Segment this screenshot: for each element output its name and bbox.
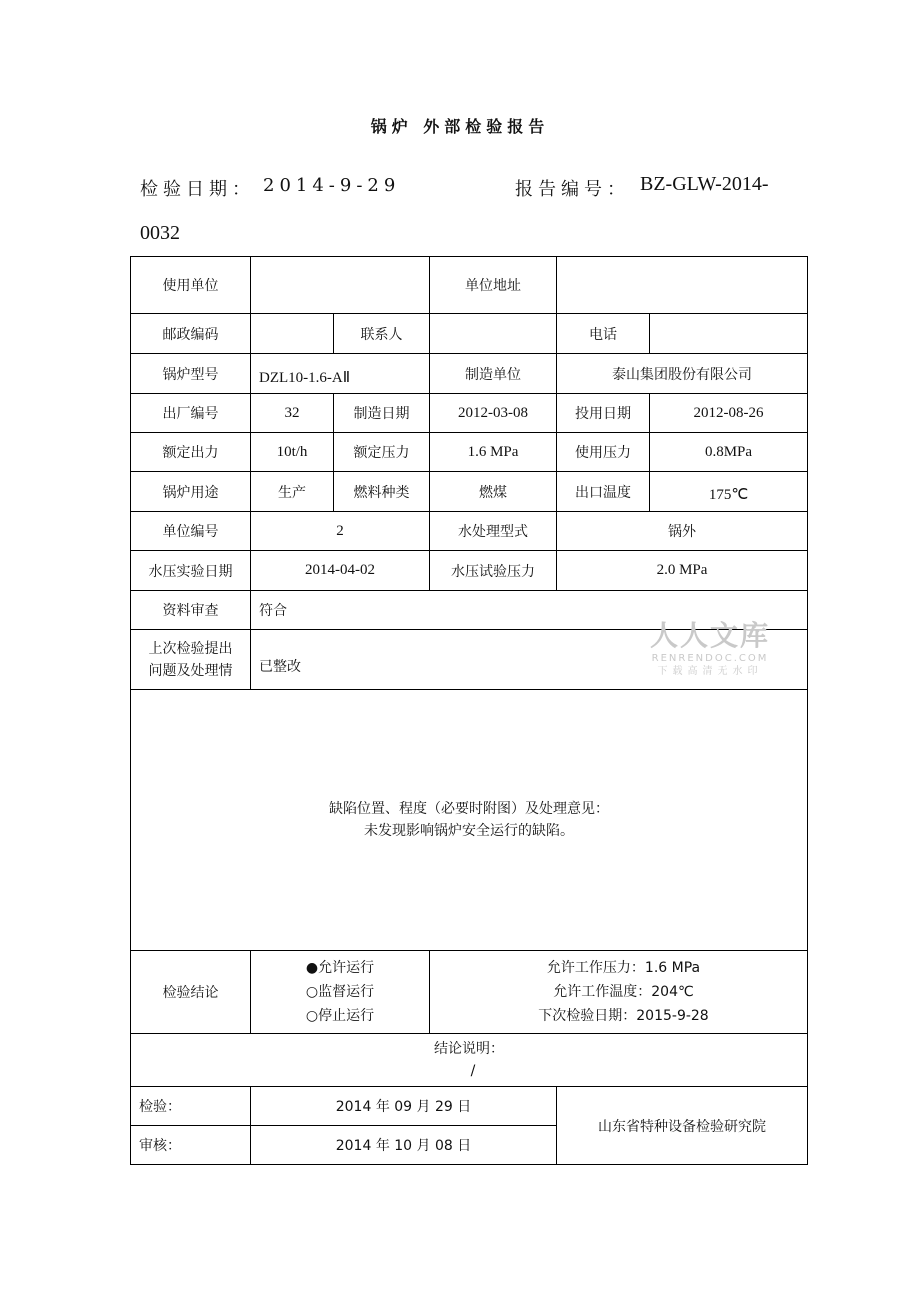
rated-output-value: 10t/h	[251, 433, 334, 472]
user-unit-value	[251, 257, 430, 314]
conclusion-options	[251, 951, 430, 1034]
contact-value	[430, 314, 557, 354]
rated-pressure-label: 额定压力	[334, 433, 430, 472]
water-treatment-value: 锅外	[557, 512, 808, 551]
outlet-temp-value: 175℃	[650, 472, 808, 512]
manufacturer-value: 泰山集团股份有限公司	[557, 354, 808, 394]
phone-value	[650, 314, 808, 354]
mfg-date-value: 2012-03-08	[430, 394, 557, 433]
fuel-label: 燃料种类	[334, 472, 430, 512]
contact-label: 联系人	[334, 314, 430, 354]
inspector-label: 检验：	[131, 1087, 251, 1126]
factory-no-label: 出厂编号	[131, 394, 251, 433]
conclusion-note-value: /	[470, 1063, 476, 1079]
mfg-date-label: 制造日期	[334, 394, 430, 433]
prev-issues-value: 已整改	[251, 630, 808, 690]
hydro-pressure-value: 2.0 MPa	[557, 551, 808, 591]
use-date-label: 投用日期	[557, 394, 650, 433]
unit-address-value	[557, 257, 808, 314]
unit-address-label: 单位地址	[430, 257, 557, 314]
hydro-pressure-label: 水压试验压力	[430, 551, 557, 591]
prev-issues-label-line1: 上次检验提出	[148, 640, 233, 657]
conclusion-label: 检验结论	[131, 951, 251, 1034]
watermark-site: RENRENDOC.COM	[651, 653, 769, 664]
conclusion-conditions	[430, 951, 808, 1034]
outlet-temp-label: 出口温度	[557, 472, 650, 512]
hydro-date-value: 2014-04-02	[251, 551, 430, 591]
allowed-working-pressure: 允许工作压力：1.6 MPa	[546, 960, 701, 976]
conclusion-option-supervise: ○监督运行	[305, 984, 375, 1000]
working-pressure-value: 0.8MPa	[650, 433, 808, 472]
doc-review-label: 资料审查	[131, 591, 251, 630]
rated-pressure-value: 1.6 MPa	[430, 433, 557, 472]
water-treatment-label: 水处理型式	[430, 512, 557, 551]
conclusion-option-stop: ○停止运行	[305, 1008, 375, 1024]
fuel-value: 燃煤	[430, 472, 557, 512]
boiler-model-label: 锅炉型号	[131, 354, 251, 394]
phone-label: 电话	[557, 314, 650, 354]
reviewer-date: 2014 年 10 月 08 日	[251, 1126, 557, 1165]
inspection-date-value: 2014-9-29	[263, 175, 401, 196]
conclusion-note-label: 结论说明：	[434, 1041, 504, 1057]
conclusion-option-allow: ●允许运行	[305, 960, 375, 976]
working-pressure-label: 使用压力	[557, 433, 650, 472]
watermark-name: 人人文库	[649, 619, 770, 652]
prev-issues-label-line2: 问题及处理情	[148, 662, 233, 679]
inspection-date-label: 检验日期：	[140, 179, 255, 200]
unit-no-label: 单位编号	[131, 512, 251, 551]
institute-name: 山东省特种设备检验研究院	[557, 1087, 808, 1165]
report-number-continuation: 0032	[140, 222, 180, 244]
inspection-table	[130, 256, 808, 1165]
defects-section	[131, 690, 808, 951]
postcode-value	[251, 314, 334, 354]
rated-output-label: 额定出力	[131, 433, 251, 472]
unit-no-value: 2	[251, 512, 430, 551]
doc-review-value: 符合	[251, 591, 808, 630]
manufacturer-label: 制造单位	[430, 354, 557, 394]
user-unit-label: 使用单位	[131, 257, 251, 314]
conclusion-note-section	[131, 1034, 808, 1087]
hydro-date-label: 水压实验日期	[131, 551, 251, 591]
next-inspection-date: 下次检验日期：2015-9-28	[538, 1008, 709, 1024]
purpose-value: 生产	[251, 472, 334, 512]
boiler-model-value: DZL10-1.6-AⅡ	[251, 354, 430, 394]
reviewer-label: 审核：	[131, 1126, 251, 1165]
report-title: 锅炉 外部检验报告	[370, 117, 550, 136]
purpose-label: 锅炉用途	[131, 472, 251, 512]
postcode-label: 邮政编码	[131, 314, 251, 354]
use-date-value: 2012-08-26	[650, 394, 808, 433]
report-number-value: BZ-GLW-2014-	[640, 173, 769, 195]
report-number-label: 报告编号：	[515, 179, 630, 200]
allowed-working-temperature: 允许工作温度：204℃	[553, 984, 694, 1000]
defects-label: 缺陷位置、程度（必要时附图）及处理意见：	[329, 801, 609, 817]
watermark-slogan: 下载高清无水印	[657, 666, 763, 677]
factory-no-value: 32	[251, 394, 334, 433]
inspector-date: 2014 年 09 月 29 日	[251, 1087, 557, 1126]
defects-value: 未发现影响锅炉安全运行的缺陷。	[364, 823, 574, 839]
prev-issues-label	[131, 630, 251, 690]
